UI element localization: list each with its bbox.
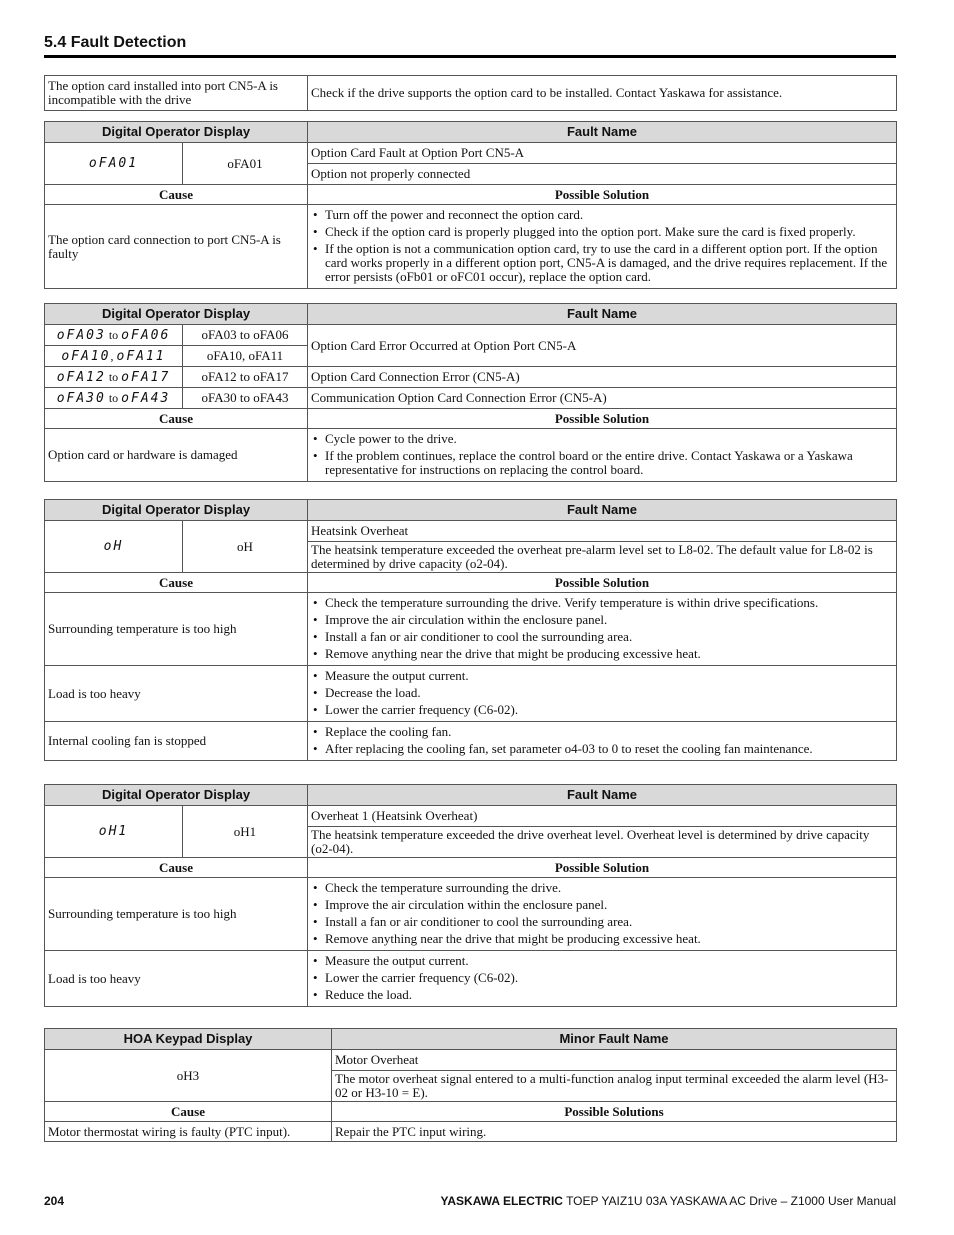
operator-display-glyph [45, 388, 183, 409]
solution-list [311, 725, 893, 756]
page-header [44, 33, 896, 58]
operator-display-glyph [45, 367, 183, 388]
fault-table-ofa03-ofa43 [44, 303, 897, 482]
solution-list [311, 954, 893, 1002]
cause-cell: Surrounding temperature is too high [45, 593, 308, 666]
solution-item: • Replace the cooling fan. [311, 725, 893, 739]
fault-code: oFA30 to oFA43 [183, 388, 308, 409]
seg-display-text: oFA11 [116, 348, 166, 364]
cause-cell: Internal cooling fan is stopped [45, 722, 308, 761]
seg-display-text: oFA12 [56, 369, 106, 385]
fault-table-ofa01 [44, 121, 897, 289]
operator-display-glyph [45, 806, 183, 858]
cause-header: Cause [45, 573, 308, 593]
solution-item: • Install a fan or air conditioner to cool the surrounding area. [311, 915, 893, 929]
solution-item: • Cycle power to the drive. [311, 432, 893, 446]
solution-item: • Reduce the load. [311, 988, 893, 1002]
cause-cell: Option card or hardware is damaged [45, 429, 308, 482]
fault-table-oh1 [44, 784, 897, 1007]
fault-table-oh3 [44, 1028, 897, 1142]
cause-header: Cause [45, 185, 308, 205]
solution-cell: Check if the drive supports the option card to be installed. Contact Yaskawa for assistance. [308, 76, 897, 111]
fault-code: oFA10, oFA11 [183, 346, 308, 367]
operator-display-glyph [45, 325, 183, 346]
seg-display-text: oH1 [98, 824, 129, 839]
seg-display-text: oFA03 [56, 327, 106, 343]
cause-cell: Motor thermostat wiring is faulty (PTC input). [45, 1122, 332, 1142]
solution-header: Possible Solutions [332, 1102, 897, 1122]
fault-code: oFA03 to oFA06 [183, 325, 308, 346]
header-rule [44, 55, 896, 58]
fault-name: Option Card Connection Error (CN5-A) [308, 367, 897, 388]
solution-item: • Improve the air circulation within the enclosure panel. [311, 613, 893, 627]
seg-display-text: oFA30 [56, 390, 106, 406]
display-header: Digital Operator Display [45, 304, 308, 325]
footer-brand: YASKAWA ELECTRIC [440, 1194, 563, 1208]
solution-item: • Measure the output current. [311, 954, 893, 968]
solution-cell [308, 666, 897, 722]
solution-header: Possible Solution [308, 858, 897, 878]
fault-name: Overheat 1 (Heatsink Overheat) [308, 806, 897, 827]
solution-item: • Check the temperature surrounding the drive. [311, 881, 893, 895]
cause-cell: Load is too heavy [45, 951, 308, 1007]
solution-list [311, 208, 893, 284]
operator-display-glyph [45, 346, 183, 367]
solution-cell [308, 205, 897, 289]
cause-cell: Load is too heavy [45, 666, 308, 722]
cause-cell: The option card installed into port CN5-A is incompatible with the drive [45, 76, 308, 111]
fault-description: The motor overheat signal entered to a multi-function analog input terminal exceeded the alarm level (H3-02 or H3-10 = E). [332, 1071, 897, 1102]
seg-display-text: oFA06 [121, 327, 171, 343]
fault-code: oH [183, 521, 308, 573]
fault-name-header: Fault Name [308, 500, 897, 521]
seg-display-text: oH [103, 539, 124, 554]
fault-name-header: Fault Name [308, 785, 897, 806]
fault-name: Option Card Error Occurred at Option Port CN5-A [308, 325, 897, 367]
section-title: 5.4 Fault Detection [44, 34, 187, 51]
cause-cell: Surrounding temperature is too high [45, 878, 308, 951]
solution-item: • Check the temperature surrounding the drive. Verify temperature is within drive specifications. [311, 596, 893, 610]
solution-item: • Turn off the power and reconnect the option card. [311, 208, 893, 222]
fault-code: oFA01 [183, 143, 308, 185]
page-number: 204 [44, 1194, 65, 1208]
solution-header: Possible Solution [308, 573, 897, 593]
solution-item: • If the option is not a communication option card, try to use the card in a different option port. If the option card works properly in a different option port, CN5-A is damaged, and the drive requires replacement. If the error persists (oFb01 or oFC01 occur), replace the option card. [311, 242, 893, 284]
solution-list [311, 432, 893, 477]
display-header: Digital Operator Display [45, 122, 308, 143]
solution-cell [308, 951, 897, 1007]
range-separator: to [105, 327, 122, 342]
fault-table-cn5a-incompatible [44, 75, 897, 111]
hoa-display-header: HOA Keypad Display [45, 1029, 332, 1050]
fault-code: oH1 [183, 806, 308, 858]
display-header: Digital Operator Display [45, 500, 308, 521]
solution-cell [308, 429, 897, 482]
fault-code: oH3 [45, 1050, 332, 1102]
fault-name: Motor Overheat [332, 1050, 897, 1071]
cause-header: Cause [45, 1102, 332, 1122]
solution-cell [308, 722, 897, 761]
solution-list [311, 669, 893, 717]
range-separator: to [105, 369, 122, 384]
seg-display-text: oFA43 [121, 390, 171, 406]
solution-item: • Lower the carrier frequency (C6-02). [311, 971, 893, 985]
solution-item: • Lower the carrier frequency (C6-02). [311, 703, 893, 717]
cause-cell: The option card connection to port CN5-A is faulty [45, 205, 308, 289]
fault-name: Heatsink Overheat [308, 521, 897, 542]
fault-name: Communication Option Card Connection Error (CN5-A) [308, 388, 897, 409]
cause-header: Cause [45, 409, 308, 429]
seg-display-text: oFA10 [61, 348, 111, 364]
range-separator: to [105, 390, 122, 405]
display-header: Digital Operator Display [45, 785, 308, 806]
solution-item: • Install a fan or air conditioner to cool the surrounding area. [311, 630, 893, 644]
solution-list [311, 881, 893, 946]
minor-fault-name-header: Minor Fault Name [332, 1029, 897, 1050]
solution-item: • If the problem continues, replace the control board or the entire drive. Contact Yaskawa or a Yaskawa representative for instructions on replacing the control board. [311, 449, 893, 477]
fault-description: Option not properly connected [308, 164, 897, 185]
footer-text [440, 1194, 896, 1208]
solution-item: • Remove anything near the drive that might be producing excessive heat. [311, 932, 893, 946]
fault-name: Option Card Fault at Option Port CN5-A [308, 143, 897, 164]
solution-item: • Decrease the load. [311, 686, 893, 700]
seg-display-text: oFA17 [121, 369, 171, 385]
solution-item: • Check if the option card is properly plugged into the option port. Make sure the card is fixed properly. [311, 225, 893, 239]
cause-header: Cause [45, 858, 308, 878]
operator-display-glyph [45, 143, 183, 185]
fault-table-oh [44, 499, 897, 761]
solution-item: • After replacing the cooling fan, set parameter o4-03 to 0 to reset the cooling fan maintenance. [311, 742, 893, 756]
fault-description: The heatsink temperature exceeded the drive overheat level. Overheat level is determined by drive capacity (o2-04). [308, 827, 897, 858]
solution-cell [308, 878, 897, 951]
footer-doc-title: TOEP YAIZ1U 03A YASKAWA AC Drive – Z1000 User Manual [562, 1194, 896, 1208]
fault-code: oFA12 to oFA17 [183, 367, 308, 388]
solution-cell [308, 593, 897, 666]
solution-item: • Remove anything near the drive that might be producing excessive heat. [311, 647, 893, 661]
solution-list [311, 596, 893, 661]
operator-display-glyph [45, 521, 183, 573]
range-separator: , [110, 348, 117, 363]
solution-item: • Measure the output current. [311, 669, 893, 683]
fault-name-header: Fault Name [308, 122, 897, 143]
seg-display-text: oFA01 [88, 156, 139, 171]
solution-cell: Repair the PTC input wiring. [332, 1122, 897, 1142]
solution-header: Possible Solution [308, 409, 897, 429]
solution-header: Possible Solution [308, 185, 897, 205]
solution-item: • Improve the air circulation within the enclosure panel. [311, 898, 893, 912]
fault-name-header: Fault Name [308, 304, 897, 325]
fault-description: The heatsink temperature exceeded the overheat pre-alarm level set to L8-02. The default value for L8-02 is determined by drive capacity (o2-04). [308, 542, 897, 573]
